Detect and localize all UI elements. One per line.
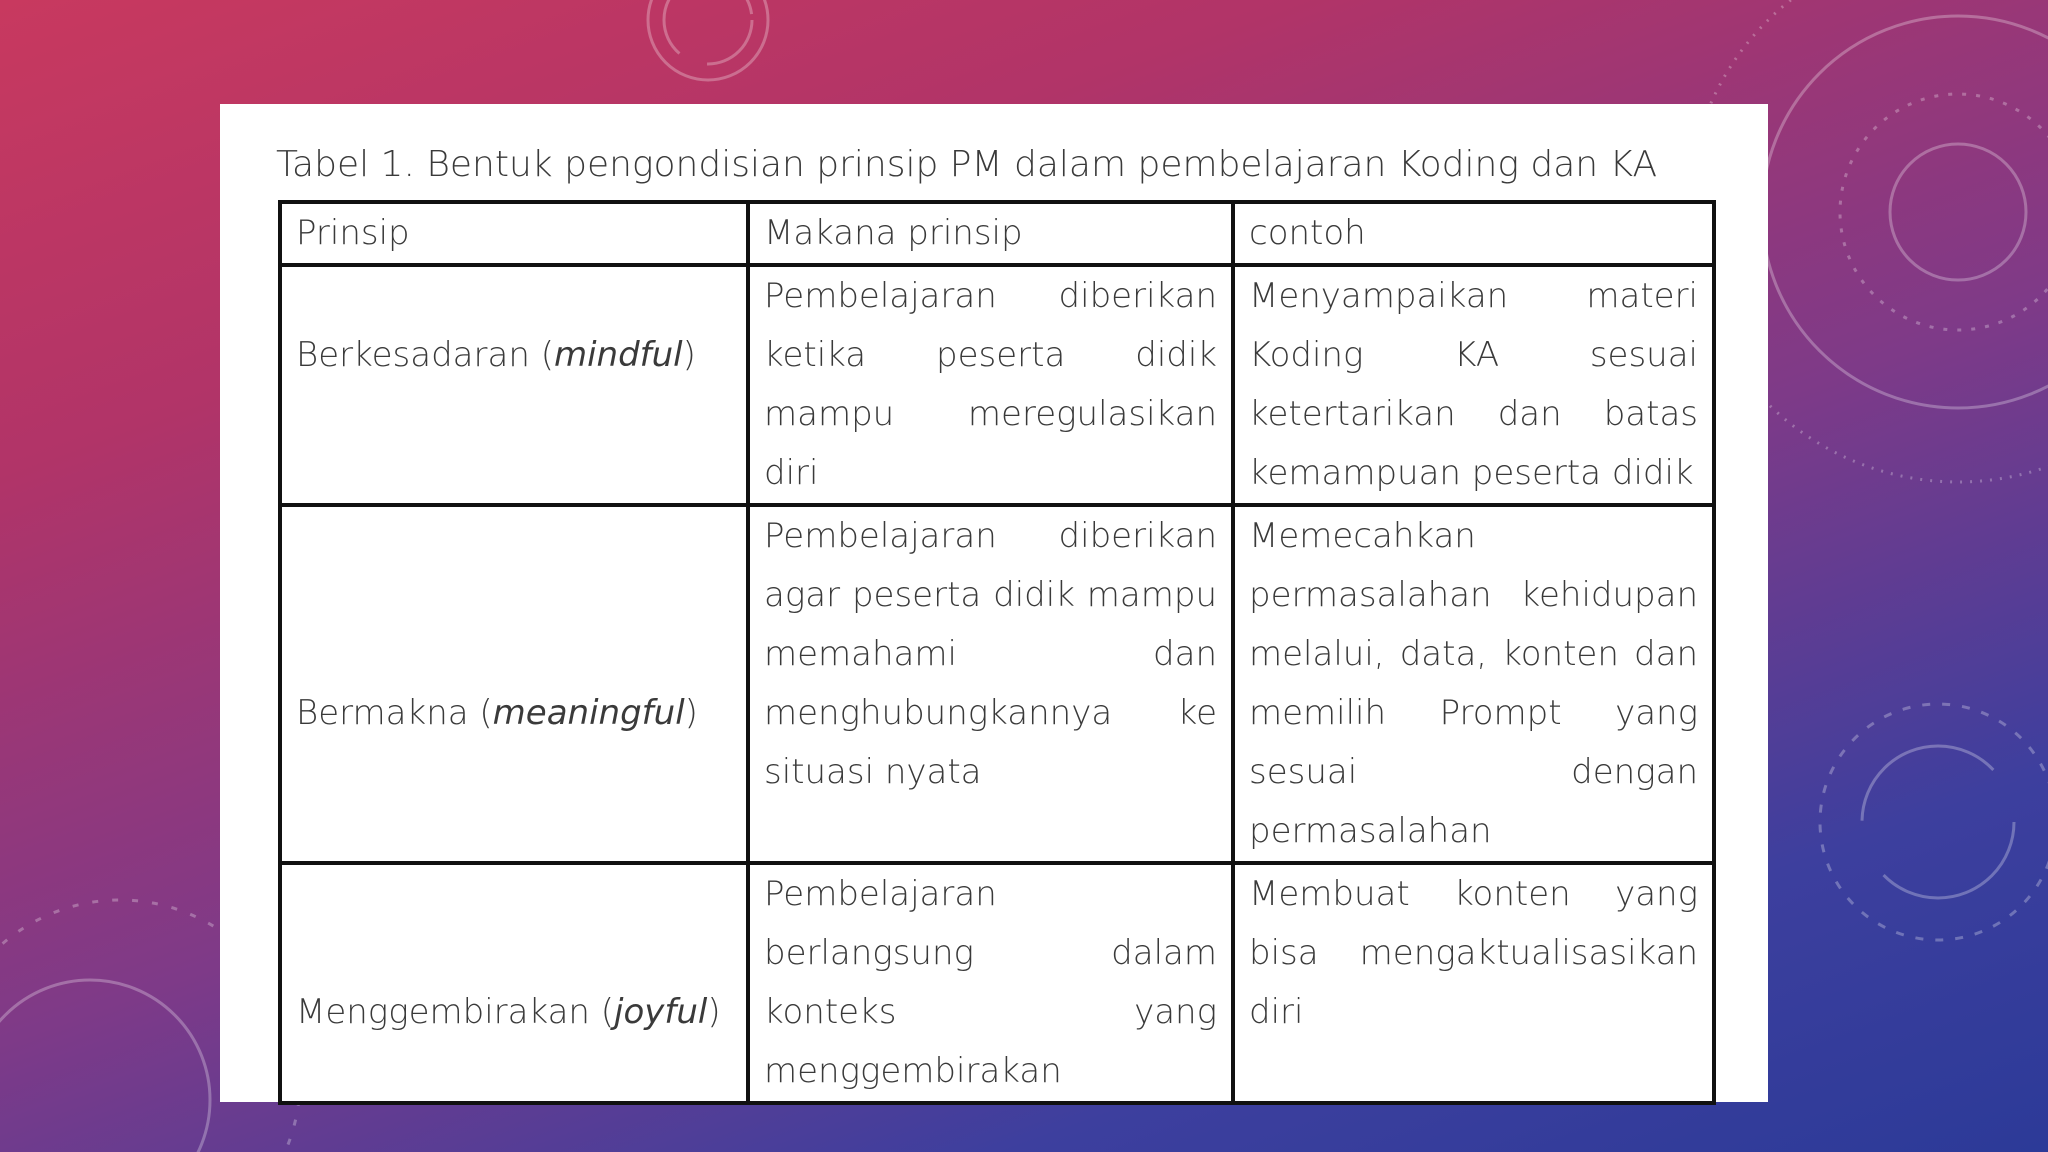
prinsip-name: Berkesadaran (mindful) (296, 335, 696, 375)
principles-table (278, 200, 1716, 1105)
table-row (280, 863, 1714, 1103)
table-row (280, 265, 1714, 505)
cell-prinsip (280, 265, 748, 505)
cell-prinsip (280, 863, 748, 1103)
table-card (220, 104, 1768, 1102)
cell-contoh: Menyampaikan materi Koding KA sesuai ketertarikan dan batas kemampuan peserta didik (1233, 265, 1714, 505)
prinsip-name: Bermakna (meaningful) (296, 693, 698, 733)
header-makna: Makana prinsip (748, 202, 1233, 265)
table-header-row (280, 202, 1714, 265)
cell-contoh: Membuat konten yang bisa mengaktualisasikan diri (1233, 863, 1714, 1103)
header-prinsip: Prinsip (280, 202, 748, 265)
cell-makna: Pembelajaran berlangsung dalam konteks yang menggembirakan (748, 863, 1233, 1103)
cell-makna: Pembelajaran diberikan ketika peserta didik mampu meregulasikan diri (748, 265, 1233, 505)
table-row (280, 505, 1714, 863)
cell-contoh: Memecahkan permasalahan kehidupan melalui, data, konten dan memilih Prompt yang sesuai dengan permasalahan (1233, 505, 1714, 863)
cell-makna: Pembelajaran diberikan agar peserta didik mampu memahami dan menghubungkannya ke situasi nyata (748, 505, 1233, 863)
cell-prinsip (280, 505, 748, 863)
header-contoh: contoh (1233, 202, 1714, 265)
prinsip-name: Menggembirakan (joyful) (296, 992, 721, 1032)
table-caption: Tabel 1. Bentuk pengondisian prinsip PM dalam pembelajaran Koding dan KA (276, 144, 1658, 185)
